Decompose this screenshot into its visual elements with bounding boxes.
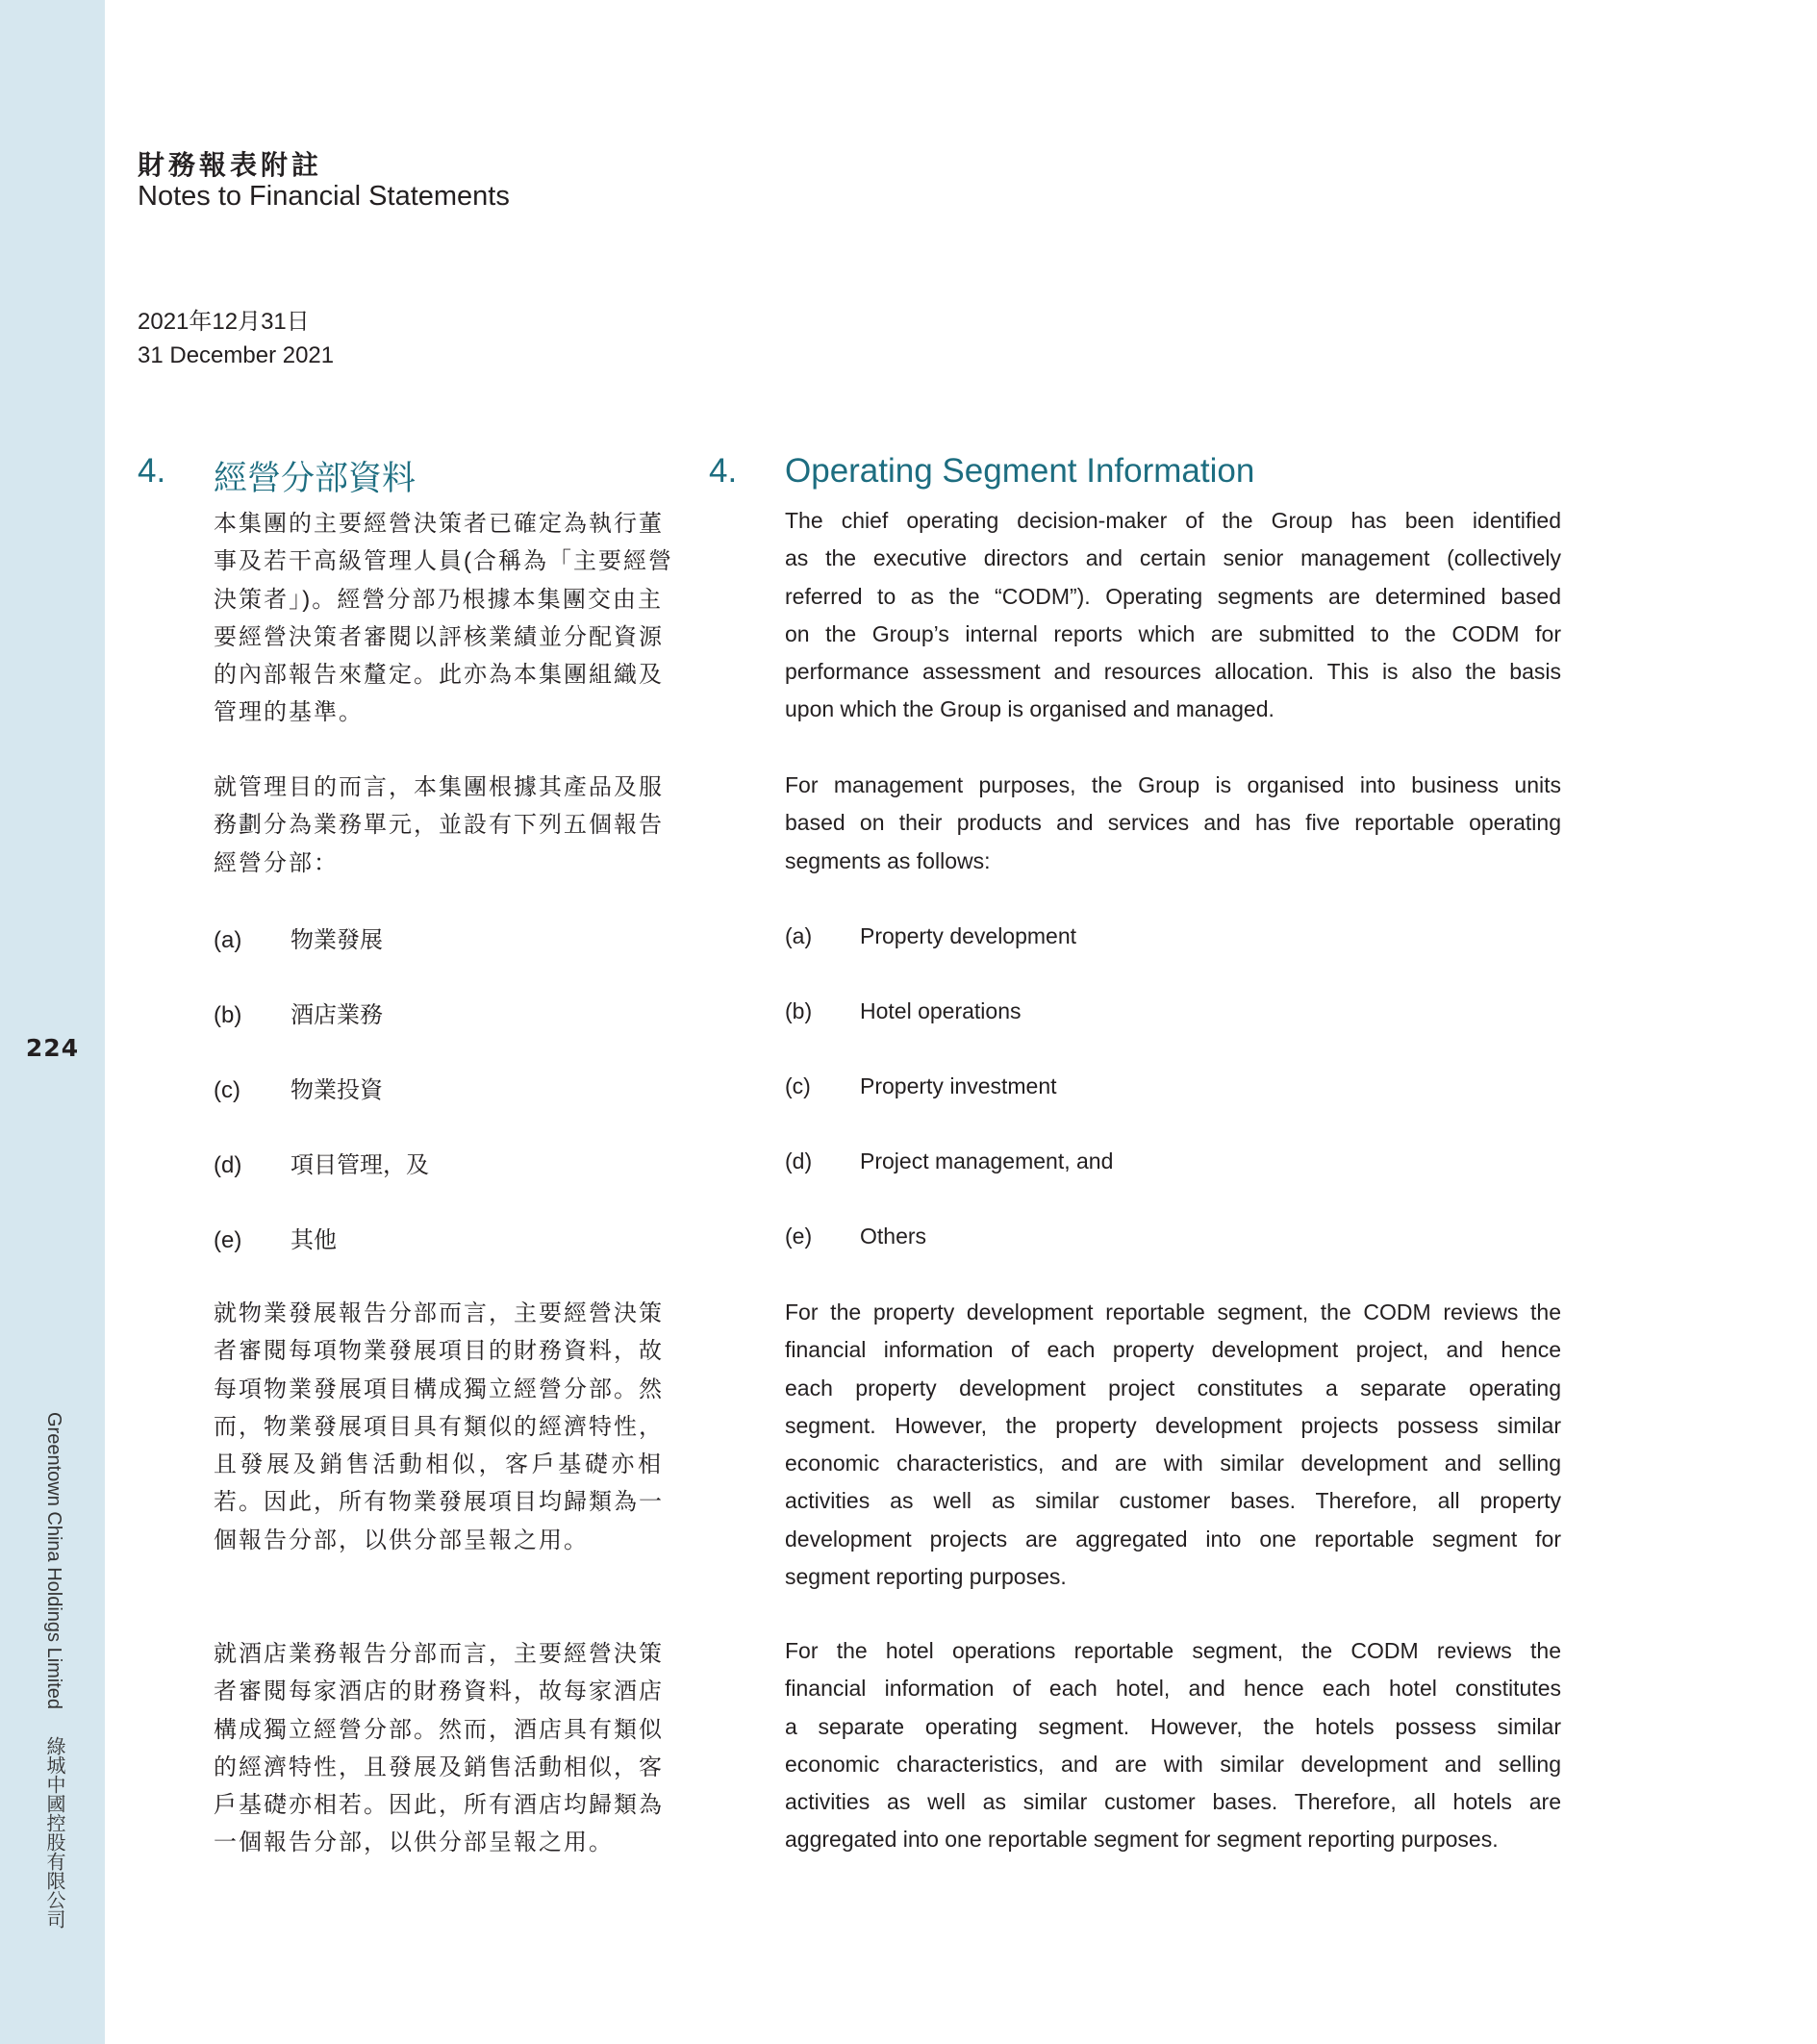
segment-list-item xyxy=(214,1147,663,1184)
segment-list-item xyxy=(785,918,1561,955)
paragraph-line: For the hotel operations reportable segment, the CODM reviews the xyxy=(785,1638,1561,1663)
paragraph-line: 管理的基準。 xyxy=(214,699,364,726)
segment-list-item xyxy=(785,993,1561,1030)
segment-list-item xyxy=(785,1143,1561,1180)
list-item-text: 項目管理，及 xyxy=(290,1152,429,1178)
company-name-zh: 綠城中國控股有限公司 xyxy=(43,1735,64,1929)
paragraph-en xyxy=(785,1632,1561,1859)
section-title-zh: 經營分部資料 xyxy=(214,460,416,497)
section-number-zh: 4. xyxy=(138,452,166,490)
list-item-label: (a) xyxy=(785,923,813,948)
paragraph-line: aggregated into one reportable segment for segment reporting purposes. xyxy=(785,1827,1499,1853)
paragraph-en xyxy=(785,767,1561,880)
paragraph-line: each property development project constitutes a separate operating xyxy=(785,1375,1561,1401)
paragraph-line: 構成獨立經營分部。然而，酒店具有類似 xyxy=(214,1716,664,1743)
segment-list-item xyxy=(214,1222,663,1259)
paragraph-line: economic characteristics, and are with similar development and selling xyxy=(785,1451,1561,1476)
segment-list-item xyxy=(785,1068,1561,1105)
paragraph-line: 要經營決策者審閱以評核業績並分配資源 xyxy=(214,623,664,650)
list-item-label: (a) xyxy=(214,927,242,953)
paragraph-line: The chief operating decision-maker of the Group has been identified xyxy=(785,508,1561,533)
paragraph-line: financial information of each property development project, and hence xyxy=(785,1337,1561,1363)
paragraph-line: performance assessment and resources allocation. This is also the basis xyxy=(785,659,1561,685)
segment-list-item xyxy=(214,921,663,959)
page-number: 224 xyxy=(25,1034,80,1062)
paragraph-line: activities as well as similar customer bases. Therefore, all property xyxy=(785,1488,1561,1514)
paragraph-line: a separate operating segment. However, the hotels possess similar xyxy=(785,1713,1561,1739)
list-item-label: (b) xyxy=(785,998,813,1023)
paragraph-line: upon which the Group is organised and managed. xyxy=(785,696,1274,722)
list-item-text: Project management, and xyxy=(860,1148,1114,1173)
list-item-text: Property investment xyxy=(860,1073,1057,1098)
list-item-text: 其他 xyxy=(290,1227,337,1253)
paragraph-zh xyxy=(214,1295,663,1559)
list-item-text: 物業投資 xyxy=(290,1077,383,1103)
date-en: 31 December 2021 xyxy=(138,342,335,368)
paragraph-line: 者審閱每項物業發展項目的財務資料，故 xyxy=(214,1338,664,1365)
list-item-text: 物業發展 xyxy=(290,927,383,953)
list-item-text: Hotel operations xyxy=(860,998,1022,1023)
section-number-en: 4. xyxy=(709,452,738,490)
paragraph-line: segment reporting purposes. xyxy=(785,1564,1067,1590)
segment-list-item xyxy=(785,1218,1561,1255)
paragraph-zh xyxy=(214,505,673,732)
section-title-en: Operating Segment Information xyxy=(785,452,1255,490)
paragraph-line: For the property development reportable segment, the CODM reviews the xyxy=(785,1300,1561,1325)
paragraph-line: 事及若干高級管理人員(合稱為「主要經營 xyxy=(214,548,673,575)
paragraph-line: 戶基礎亦相若。因此，所有酒店均歸類為 xyxy=(214,1792,664,1819)
paragraph-zh xyxy=(214,769,663,882)
list-item-text: 酒店業務 xyxy=(290,1002,383,1028)
list-item-label: (d) xyxy=(785,1148,813,1173)
list-item-text: Property development xyxy=(860,923,1077,948)
segment-list-item xyxy=(214,1072,663,1109)
page-title-en: Notes to Financial Statements xyxy=(138,181,510,212)
paragraph-line: 就管理目的而言，本集團根據其產品及服 xyxy=(214,774,664,800)
company-name-en: Greentown China Holdings Limited xyxy=(43,1412,64,1710)
paragraph-line: economic characteristics, and are with similar development and selling xyxy=(785,1751,1561,1777)
paragraph-line: 個報告分部，以供分部呈報之用。 xyxy=(214,1527,589,1553)
paragraph-line: 者審閱每家酒店的財務資料，故每家酒店 xyxy=(214,1678,664,1705)
paragraph-line: 決策者」)。經營分部乃根據本集團交由主 xyxy=(214,586,663,613)
paragraph-line: 就酒店業務報告分部而言，主要經營決策 xyxy=(214,1641,664,1667)
paragraph-line: 就物業發展報告分部而言，主要經營決策 xyxy=(214,1300,664,1326)
list-item-label: (d) xyxy=(214,1152,242,1178)
list-item-label: (b) xyxy=(214,1002,242,1028)
paragraph-line: development projects are aggregated into one reportable segment for xyxy=(785,1526,1561,1552)
paragraph-line: segments as follows: xyxy=(785,847,991,873)
date-zh: 2021年12月31日 xyxy=(138,309,310,335)
paragraph-line: 若。因此，所有物業發展項目均歸類為一 xyxy=(214,1489,664,1516)
paragraph-en xyxy=(785,1294,1561,1596)
paragraph-line: 本集團的主要經營決策者已確定為執行董 xyxy=(214,511,664,537)
list-item-label: (c) xyxy=(214,1077,240,1103)
paragraph-line: 且發展及銷售活動相似，客戶基礎亦相 xyxy=(214,1451,663,1478)
sidebar xyxy=(0,0,105,2044)
paragraph-line: based on their products and services and has five reportable operating xyxy=(785,810,1561,836)
list-item-label: (e) xyxy=(214,1227,242,1253)
paragraph-line: as the executive directors and certain senior management (collectively xyxy=(785,545,1561,571)
paragraph-line: on the Group’s internal reports which are submitted to the CODM for xyxy=(785,620,1561,646)
paragraph-line: For management purposes, the Group is organised into business units xyxy=(785,772,1561,797)
segment-list-item xyxy=(214,997,663,1034)
paragraph-zh xyxy=(214,1635,663,1862)
paragraph-line: 一個報告分部，以供分部呈報之用。 xyxy=(214,1830,614,1856)
page-title-zh: 財務報表附註 xyxy=(138,149,323,181)
paragraph-en xyxy=(785,502,1561,729)
paragraph-line: 而，物業發展項目具有類似的經濟特性， xyxy=(214,1413,664,1440)
paragraph-line: referred to as the “CODM”). Operating segments are determined based xyxy=(785,583,1561,609)
list-item-label: (e) xyxy=(785,1224,813,1249)
paragraph-line: 的內部報告來釐定。此亦為本集團組織及 xyxy=(214,662,664,689)
paragraph-line: financial information of each hotel, and hence each hotel constitutes xyxy=(785,1676,1561,1702)
paragraph-line: segment. However, the property development projects possess similar xyxy=(785,1412,1561,1438)
company-name xyxy=(40,1412,68,1950)
paragraph-line: 每項物業發展項目構成獨立經營分部。然 xyxy=(214,1375,664,1402)
paragraph-line: 經營分部： xyxy=(214,849,339,876)
paragraph-line: activities as well as similar customer bases. Therefore, all hotels are xyxy=(785,1789,1561,1815)
paragraph-line: 的經濟特性，且發展及銷售活動相似，客 xyxy=(214,1754,664,1780)
list-item-text: Others xyxy=(860,1224,927,1249)
paragraph-line: 務劃分為業務單元，並設有下列五個報告 xyxy=(214,812,664,839)
list-item-label: (c) xyxy=(785,1073,811,1098)
